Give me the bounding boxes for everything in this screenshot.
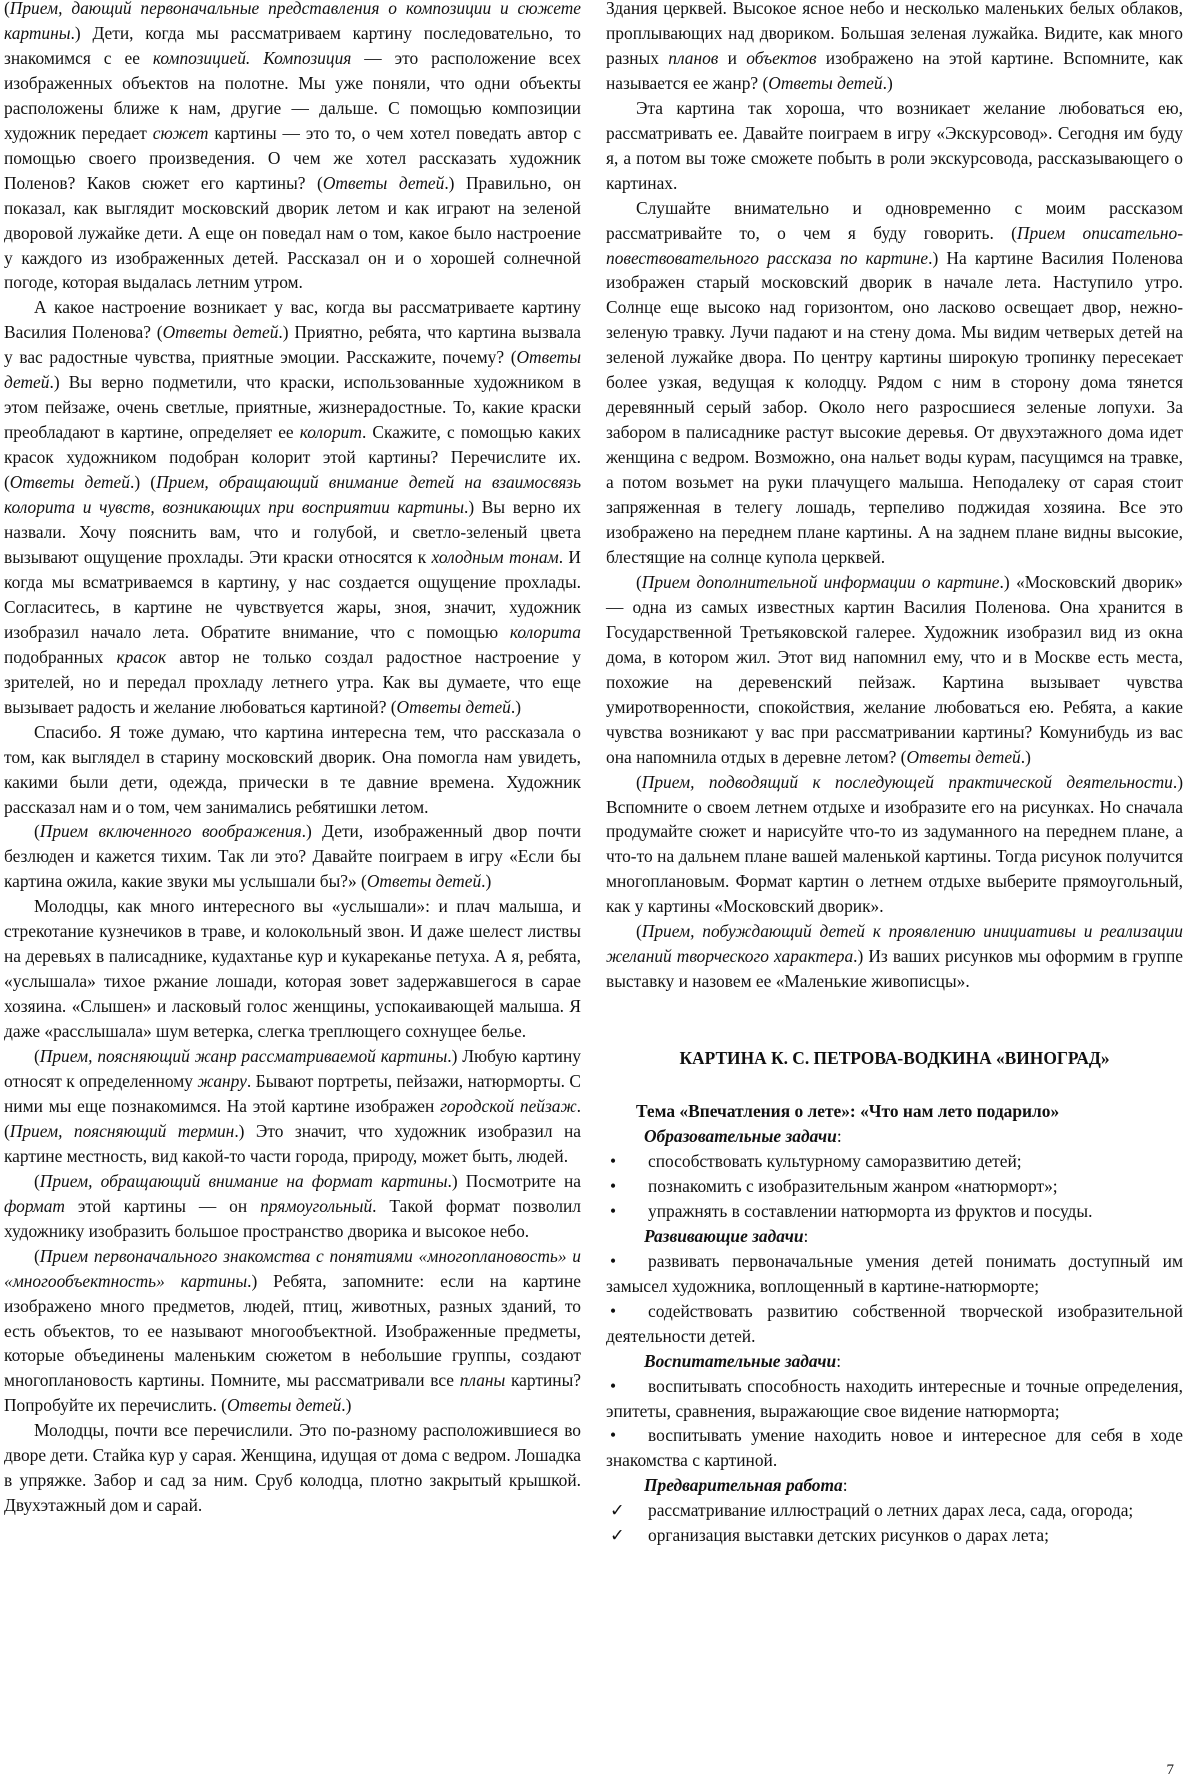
list-item: • развивать первоначальные умения детей понимать доступный им замысел художника, воплощенный в картине-натюрморте; — [606, 1250, 1183, 1296]
list-item: • упражнять в составлении натюрморта из фруктов и посуды. — [606, 1199, 1183, 1224]
paragraph: Здания церквей. Высокое ясное небо и несколько маленьких белых облаков, проплывающих над двориком. Большая зеленая лужайка. Видите, как много разных планов и объектов изображено на этой картине. Вспомните, как называется ее жанр? (Ответы детей.) — [606, 0, 1183, 93]
page-number: 7 — [1166, 1762, 1174, 1778]
bullet-icon: • — [610, 1250, 617, 1271]
list-item: • воспитывать способность находить интересные и точные определения, эпитеты, сравнения, выражающие свое видение натюрморта; — [606, 1375, 1183, 1421]
upbringing-tasks-heading: Воспитательные задачи: — [644, 1350, 842, 1371]
paragraph: (Прием, обращающий внимание на формат картины.) Посмотрите на формат этой картины — он прямоугольный. Такой формат позволил художнику изобразить большое пространство дворика и высокое небо. — [4, 1170, 582, 1241]
paragraph: Молодцы, почти все перечислили. Это по-разному расположившиеся во дворе дети. Стайка кур у сарая. Женщина, идущая от дома с ведром. Лошадка в упряжке. Забор и сад за ним. Сруб колодца, плотно закрытый крышкой. Двухэтажный дом и сарай. — [4, 1420, 581, 1516]
left-column — [4, 0, 581, 1518]
bullet-icon: • — [610, 1150, 617, 1171]
paragraph: (Прием, подводящий к последующей практической деятельности.) Вспомните о своем летнем отдыхе и изобразите его на рисунках. Но сначала продумайте сюжет и нарисуйте что-то из задуманного на переднем плане, а что-то на дальнем плане вашей маленькой картины. Тогда рисунок получится многоплановым. Формат картин о летнем отдыхе выберите прямоугольный, как у картины «Московский дворик». — [606, 771, 1183, 917]
paragraph: (Прием, поясняющий жанр рассматриваемой картины.) Любую картину относят к определенному жанру. Бывают портреты, пейзажи, натюрморты. С ними мы еще познакомимся. На этой картине изображен городской пейзаж. (Прием, поясняющий термин.) Это значит, что художник изобразил на картине местность, вид какой-то части города, природу, может быть, людей. — [4, 1046, 582, 1166]
bullet-icon: • — [610, 1175, 617, 1196]
paragraph: (Прием, побуждающий детей к проявлению инициативы и реализации желаний творческого характера.) Из ваших рисунков мы оформим в группе выставку и назовем ее «Маленькие живописцы». — [606, 921, 1184, 992]
edu-tasks-heading: Образовательные задачи: — [644, 1126, 842, 1147]
paragraph: (Прием дополнительной информации о картине.) «Московский дворик» — одна из самых известных картин Василия Поленова. Она хранится в Государственной Третьяковской галерее. Художник изобразил вид из окна дома, в котором жил. Этот вид напомнил ему, что и в Москве есть места, похожие на деревенский пейзаж. Картина вызывает чувства умиротворенности, спокойствия, желание любоваться ею. Ребята, а какие чувства возникают у вас при рассматривании картины? Комунибудь из вас она напомнила отдых в деревне летом? (Ответы детей.) — [606, 571, 1183, 767]
section-heading: КАРТИНА К. С. ПЕТРОВА-ВОДКИНА «ВИНОГРАД» — [679, 1048, 1110, 1069]
list-item: • способствовать культурному саморазвитию детей; — [606, 1149, 1183, 1174]
paragraph: Спасибо. Я тоже думаю, что картина интересна тем, что рассказала о том, как выглядел в старину московский дворик. Она помогла нам увидеть, какими были дети, одежда, прически в те давние времена. Художник рассказал нам и о том, чем занимались ребятишки летом. — [4, 721, 581, 817]
bullet-icon: • — [610, 1375, 617, 1396]
list-item: ✓ рассматривание иллюстраций о летних дарах леса, сада, огорода; — [606, 1498, 1183, 1523]
dev-tasks-heading: Развивающие задачи: — [644, 1225, 809, 1246]
paragraph: (Прием первоначального знакомства с понятиями «многоплановость» и «многообъектность» картины.) Ребята, запомните: если на картине изображено много предметов, людей, птиц, животных, разных зданий, то есть объектов, то ее называют многообъектной. Изображенные предметы, которые объединены маленьким сюжетом в небольшие группы, создают многоплановость картины. Помните, мы рассматривали все планы картины? Попробуйте их перечислить. (Ответы детей.) — [4, 1245, 581, 1416]
paragraph: Слушайте внимательно и одновременно с моим рассказом рассматривайте то, о чем я буду говорить. (Прием описательно-повествовательного рассказа по картине.) На картине Василия Поленова изображен старый московский дворик в начале лета. Наступило утро. Солнце еще высоко над горизонтом, оно ласково освещает двор, нежно-зеленую травку. Лучи падают и на стену дома. Мы видим четверых детей на зеленой лужайке двора. По центру картины широкую тропинку пересекает более узкая, ведущая к колодцу. Рядом с ним в сторону дома тянется деревянный серый забор. Около него разросшиеся зеленые лопухи. За забором в палисаднике растут высокие деревья. От двухэтажного дома идет женщина с ведром. Возможно, она нальет воды курам, пасущимся на травке, а потом возьмет на руки плачущего малыша. Неподалеку от сарая стоит запряженная в телегу лошадь, терпеливо поджидая хозяина. Все это изображено на переднем плане картины. А на заднем плане видны высокие, блестящие на солнце купола церквей. — [606, 197, 1184, 567]
lesson-theme: Тема «Впечатления о лете»: «Что нам лето подарило» — [636, 1101, 1060, 1122]
list-item: • содействовать развитию собственной творческой изобразительной деятельности детей. — [606, 1300, 1183, 1346]
paragraph: Эта картина так хороша, что возникает желание любоваться ею, рассматривать ее. Давайте поиграем в игру «Экскурсовод». Сегодня им буду я, а потом вы тоже сможете побыть в роли экскурсовода, рассказывающего о картинах. — [606, 97, 1183, 193]
bullet-icon: • — [610, 1425, 617, 1446]
paragraph: (Прием, дающий первоначальные представления о композиции и сюжете картины.) Дети, когда мы рассматриваем картину последовательно, то знакомимся с ее композицией. Композиция — это расположение всех изображенных объектов на полотне. Мы уже поняли, что одни объекты расположены ближе к нам, другие — дальше. С помощью композиции художник передает сюжет картины — это то, о чем хотел поведать автор с помощью своего произведения. О чем же хотел рассказать художник Поленов? Каков сюжет его картины? (Ответы детей.) Правильно, он показал, как выглядит московский дворик летом и как играют на зеленой дворовой лужайке дети. А еще он поведал нам о том, какое было настроение у каждого из изображенных детей. Рассказал он и о хорошей солнечной погоде, которая выдалась летним утром. — [4, 0, 581, 293]
list-item: ✓ организация выставки детских рисунков о дарах лета; — [606, 1523, 1183, 1548]
paragraph: (Прием включенного воображения.) Дети, изображенный двор почти безлюден и кажется тихим. Так ли это? Давайте поиграем в игру «Если бы картина ожила, какие звуки мы услышали бы?» (Ответы детей.) — [4, 821, 581, 892]
bullet-icon: • — [610, 1300, 617, 1321]
list-item: • воспитывать умение находить новое и интересное для себя в ходе знакомства с картиной. — [606, 1425, 1183, 1471]
paragraph: А какое настроение возникает у вас, когда вы рассматриваете картину Василия Поленова? (Ответы детей.) Приятно, ребята, что картина вызвала у вас радостные чувства, приятные эмоции. Расскажите, почему? (Ответы детей.) Вы верно подметили, что краски, использованные художником в этом пейзаже, очень светлые, приятные, жизнерадостные. То, какие краски преобладают в картине, определяет ее колорит. Скажите, с помощью каких красок художником подобран колорит этой картины? Перечислите их. (Ответы детей.) (Прием, обращающий внимание детей на взаимосвязь колорита и чувств, возникающих при восприятии картины.) Вы верно их назвали. Хочу пояснить вам, что и голубой, и светло-зеленый цвета вызывают ощущение прохлады. Эти краски относятся к холодным тонам. И когда мы всматриваемся в картину, у нас создается ощущение прохлады. Согласитесь, в картине не чувствуется жары, зноя, значит, художник изобразил начало лета. Обратите внимание, что с помощью колорита подобранных красок автор не только создал радостное настроение у зрителей, но и передал прохладу летнего утра. Как вы думаете, что еще вызывает радость и желание любоваться картиной? (Ответы детей.) — [4, 297, 582, 717]
bullet-icon: • — [610, 1200, 617, 1221]
list-item: • познакомить с изобразительным жанром «натюрморт»; — [606, 1174, 1183, 1199]
preliminary-work-heading: Предварительная работа: — [644, 1475, 848, 1496]
right-column — [606, 0, 1183, 1548]
paragraph: Молодцы, как много интересного вы «услышали»: и плач малыша, и стрекотание кузнечиков в траве, и колокольный звон. И даже шелест листвы на деревьях в палисаднике, кудахтанье кур и кукареканье петуха. А я, ребята, «услышала» тихое ржание лошади, которая зовет задержавшегося в сарае хозяина. «Слышен» и ласковый голос женщины, успокаивающей малыша. Я даже «расслышала» шум ветерка, слегка треплющего сохнущее белье. — [4, 896, 581, 1042]
checkmark-icon: ✓ — [610, 1525, 625, 1546]
checkmark-icon: ✓ — [610, 1500, 625, 1521]
